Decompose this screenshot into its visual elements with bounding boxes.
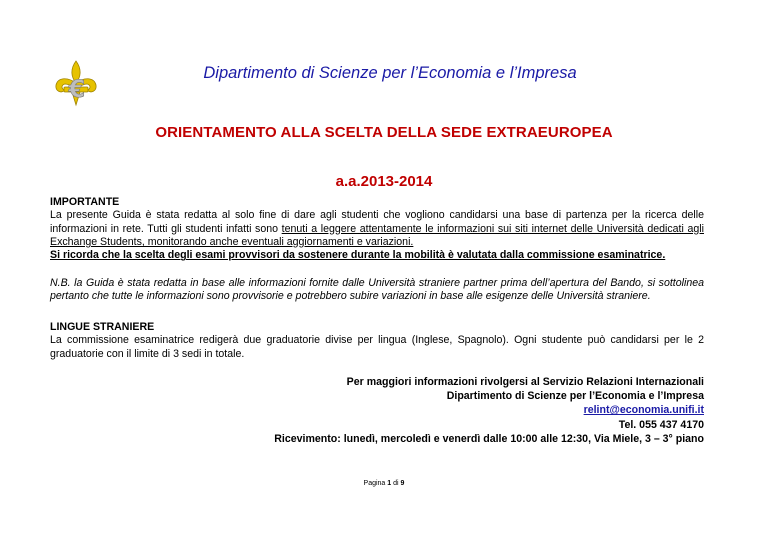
page-total: 9 <box>400 480 405 487</box>
exam-reminder: Si ricorda che la scelta degli esami provvisori da sostenere durante la mobilità è valutata dalla commissione esaminatrice. <box>50 249 666 262</box>
page-label: Pagina <box>363 480 386 487</box>
department-title: Dipartimento di Scienze per l’Economia e l’Impresa <box>203 64 577 82</box>
important-underlined-text: tenuti a leggere attentamente le informazioni sui siti internet delle Università dedicati agli Exchange Students, monitorando anche eventuali aggiornamenti e variazioni. <box>50 222 704 248</box>
contact-line-department: Dipartimento di Scienze per l’Economia e l’Impresa <box>446 390 704 403</box>
important-heading: IMPORTANTE <box>50 196 120 208</box>
contact-hours: Ricevimento: lunedì, mercoledì e venerdì dalle 10:00 alle 12:30, Via Miele, 3 – 3° piano <box>274 432 704 445</box>
important-text: La presente Guida è stata redatta al solo fine di dare agli studenti che vogliono candidarsi una base di partenza per la ricerca delle informazioni in rete. Tutti gli studenti infatti sono <box>50 209 704 235</box>
academic-year: a.a.2013-2014 <box>335 173 433 190</box>
nb-note: N.B. la Guida è stata redatta in base alle informazioni fornite dalle Università straniere partner prima dell’apertura del Bando, si sottolinea pertanto che tutte le informazioni sono provvisorie e potrebbero subire variazioni in base alle esigenze delle Università straniere. <box>50 277 704 303</box>
page-of: di <box>393 480 399 487</box>
contact-line-info: Per maggiori informazioni rivolgersi al Servizio Relazioni Internazionali <box>346 376 704 388</box>
important-paragraph <box>50 209 704 249</box>
svg-text:€: € <box>68 75 86 103</box>
page-title: ORIENTAMENTO ALLA SCELTA DELLA SEDE EXTRAEUROPEA <box>155 124 613 141</box>
languages-heading: LINGUE STRANIERE <box>50 321 155 333</box>
page-current: 1 <box>387 480 392 487</box>
languages-section <box>50 321 704 361</box>
contact-email-link[interactable]: relint@economia.unifi.it <box>583 404 704 417</box>
contact-block <box>274 375 704 446</box>
page-footer <box>0 480 768 487</box>
important-section <box>50 196 704 262</box>
contact-phone: Tel. 055 437 4170 <box>618 418 704 431</box>
nb-section <box>50 277 704 304</box>
languages-text: La commissione esaminatrice redigerà due graduatorie divise per lingua (Inglese, Spagnolo). Ogni studente può candidarsi per le 2 graduatorie con il limite di 3 sedi in totale. <box>50 334 704 360</box>
